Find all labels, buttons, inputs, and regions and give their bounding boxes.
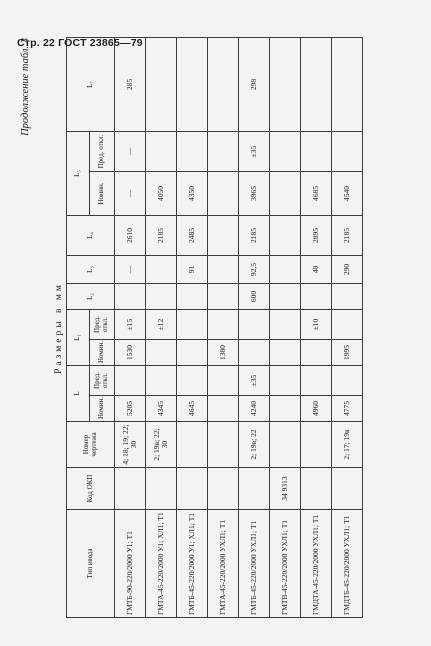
cell-L4: 2610 [115,216,146,256]
cell-L4: 2185 [239,216,270,256]
cell-L1-tol: ±10 [301,310,332,340]
cell-drawing [208,422,239,468]
cell-L5-nom: 4050 [146,172,177,216]
cell-L-nom [270,396,301,422]
cell-L-nom: 4960 [301,396,332,422]
page-header: Стр. 22 ГОСТ 23865—79 [17,37,143,49]
cell-L3: 290 [332,256,363,284]
cell-L1-nom [270,340,301,366]
cell-L-tol [270,366,301,396]
cell-type: ГМДТА-45-220/2000 УХЛ1; Т1 [301,510,332,618]
cell-drawing: 2; 17; 19в [332,422,363,468]
cell-okp [208,468,239,510]
cell-drawing [301,422,332,468]
cell-type: ГМДТБ-45-220/2000 УХЛ1; Т1 [332,510,363,618]
cell-L2 [270,284,301,310]
cell-L4: 2185 [332,216,363,256]
cell-L5-tol [301,132,332,172]
cell-L-tol [177,366,208,396]
cell-L-nom: 5205 [115,396,146,422]
cell-L5-tol [177,132,208,172]
cell-L5-tol: ±35 [239,132,270,172]
cell-L3: — [115,256,146,284]
cell-type: ГМТБ-45-220/2000 УХЛ1; Т1 [239,510,270,618]
table-title: Размеры в мм [54,282,64,374]
col-L3: L₃ [67,256,115,284]
cell-drawing: 4; 18; 19; 22; 30 [115,422,146,468]
cell-L7: 298 [239,38,270,132]
cell-L7 [177,38,208,132]
cell-L2 [301,284,332,310]
cell-L1-tol [332,310,363,340]
col-L4: L₄ [67,216,115,256]
cell-L1-tol [177,310,208,340]
cell-drawing: 2; 19в; 22; 30 [146,422,177,468]
cell-L4 [270,216,301,256]
cell-L7 [270,38,301,132]
cell-L5-nom [208,172,239,216]
cell-L7: 285 [115,38,146,132]
table-row [332,38,363,618]
cell-L4 [208,216,239,256]
cell-drawing [177,422,208,468]
cell-L3 [270,256,301,284]
cell-type: ГМТВ-45-220/2000 УХЛ1; Т1 [270,510,301,618]
cell-L-nom: 4345 [146,396,177,422]
cell-L-tol [208,366,239,396]
cell-L1-nom [301,340,332,366]
cell-okp [332,468,363,510]
cell-L3 [146,256,177,284]
cell-L1-tol [239,310,270,340]
cell-L1-tol [208,310,239,340]
cell-okp [239,468,270,510]
col-L5: L₅ [67,132,90,216]
col-L-nom: Номин. [90,396,115,422]
col-drawing: Номер чертежа [67,422,115,468]
cell-L2 [208,284,239,310]
cell-L-nom [208,396,239,422]
cell-L1-tol [270,310,301,340]
col-L5-tol: Пред. откл. [90,132,115,172]
cell-L7 [332,38,363,132]
cell-L-tol [301,366,332,396]
continuation-label: Продолжение табл. 3 [20,38,31,136]
cell-L5-nom [270,172,301,216]
cell-L-tol: ±35 [239,366,270,396]
cell-L1-nom [177,340,208,366]
col-L1: L₁ [67,310,90,366]
cell-L5-nom: 4685 [301,172,332,216]
cell-L-nom: 4775 [332,396,363,422]
cell-L4: 2485 [177,216,208,256]
col-okp: Код ОКП [67,468,115,510]
cell-L7 [146,38,177,132]
cell-L2: 600 [239,284,270,310]
table-row [270,38,301,618]
cell-L1-tol: ±12 [146,310,177,340]
cell-L5-nom: — [115,172,146,216]
cell-type: ГМТА-45-220/2000 У1; ХЛ1; Т1 [146,510,177,618]
cell-L5-nom: 3965 [239,172,270,216]
cell-type: ГМТБ-90-220/2000 У1; Т1 [115,510,146,618]
col-L5-nom: Номин. [90,172,115,216]
cell-L7 [208,38,239,132]
table-row [239,38,270,618]
cell-L5-nom: 4350 [177,172,208,216]
cell-L-tol [115,366,146,396]
cell-L3: 40 [301,256,332,284]
cell-L3 [208,256,239,284]
cell-L2 [115,284,146,310]
cell-L1-tol: ±15 [115,310,146,340]
table-row [146,38,177,618]
cell-okp: 34 9313 [270,468,301,510]
col-type: Тип ввода [67,510,115,618]
cell-L7 [301,38,332,132]
cell-okp [177,468,208,510]
cell-L2 [146,284,177,310]
cell-L5-tol [332,132,363,172]
cell-L3: 91 [177,256,208,284]
cell-L1-nom: 1380 [208,340,239,366]
cell-okp [115,468,146,510]
col-L2: L₂ [67,284,115,310]
cell-L4: 2185 [146,216,177,256]
cell-L3: 92,5 [239,256,270,284]
col-L1-tol: Пред. откл. [90,310,115,340]
col-L7: L₇ [67,38,115,132]
cell-L5-tol: — [115,132,146,172]
cell-L5-nom: 4540 [332,172,363,216]
cell-type: ГМТА-45-220/2000 УХЛ1; Т1 [208,510,239,618]
cell-L2 [177,284,208,310]
cell-okp [301,468,332,510]
cell-okp [146,468,177,510]
cell-L-nom: 4645 [177,396,208,422]
cell-drawing [270,422,301,468]
table-row [208,38,239,618]
cell-L-tol [332,366,363,396]
table-row [115,38,146,618]
table-row [301,38,332,618]
cell-L-nom: 4240 [239,396,270,422]
cell-L-tol [146,366,177,396]
cell-L2 [332,284,363,310]
col-L: L [67,366,90,422]
col-L-tol: Пред. откл. [90,366,115,396]
cell-L1-nom: 1530 [115,340,146,366]
col-L1-nom: Номин. [90,340,115,366]
dimensions-table [66,37,363,618]
cell-L1-nom [146,340,177,366]
cell-L1-nom [239,340,270,366]
cell-L1-nom: 1995 [332,340,363,366]
cell-L5-tol [208,132,239,172]
cell-L4: 2895 [301,216,332,256]
cell-L5-tol [146,132,177,172]
table-row [177,38,208,618]
cell-L5-tol [270,132,301,172]
cell-drawing: 2; 19в; 22 [239,422,270,468]
cell-type: ГМТБ-45-220/2000 У1; ХЛ1; Т1 [177,510,208,618]
rotated-table-page [20,38,410,618]
